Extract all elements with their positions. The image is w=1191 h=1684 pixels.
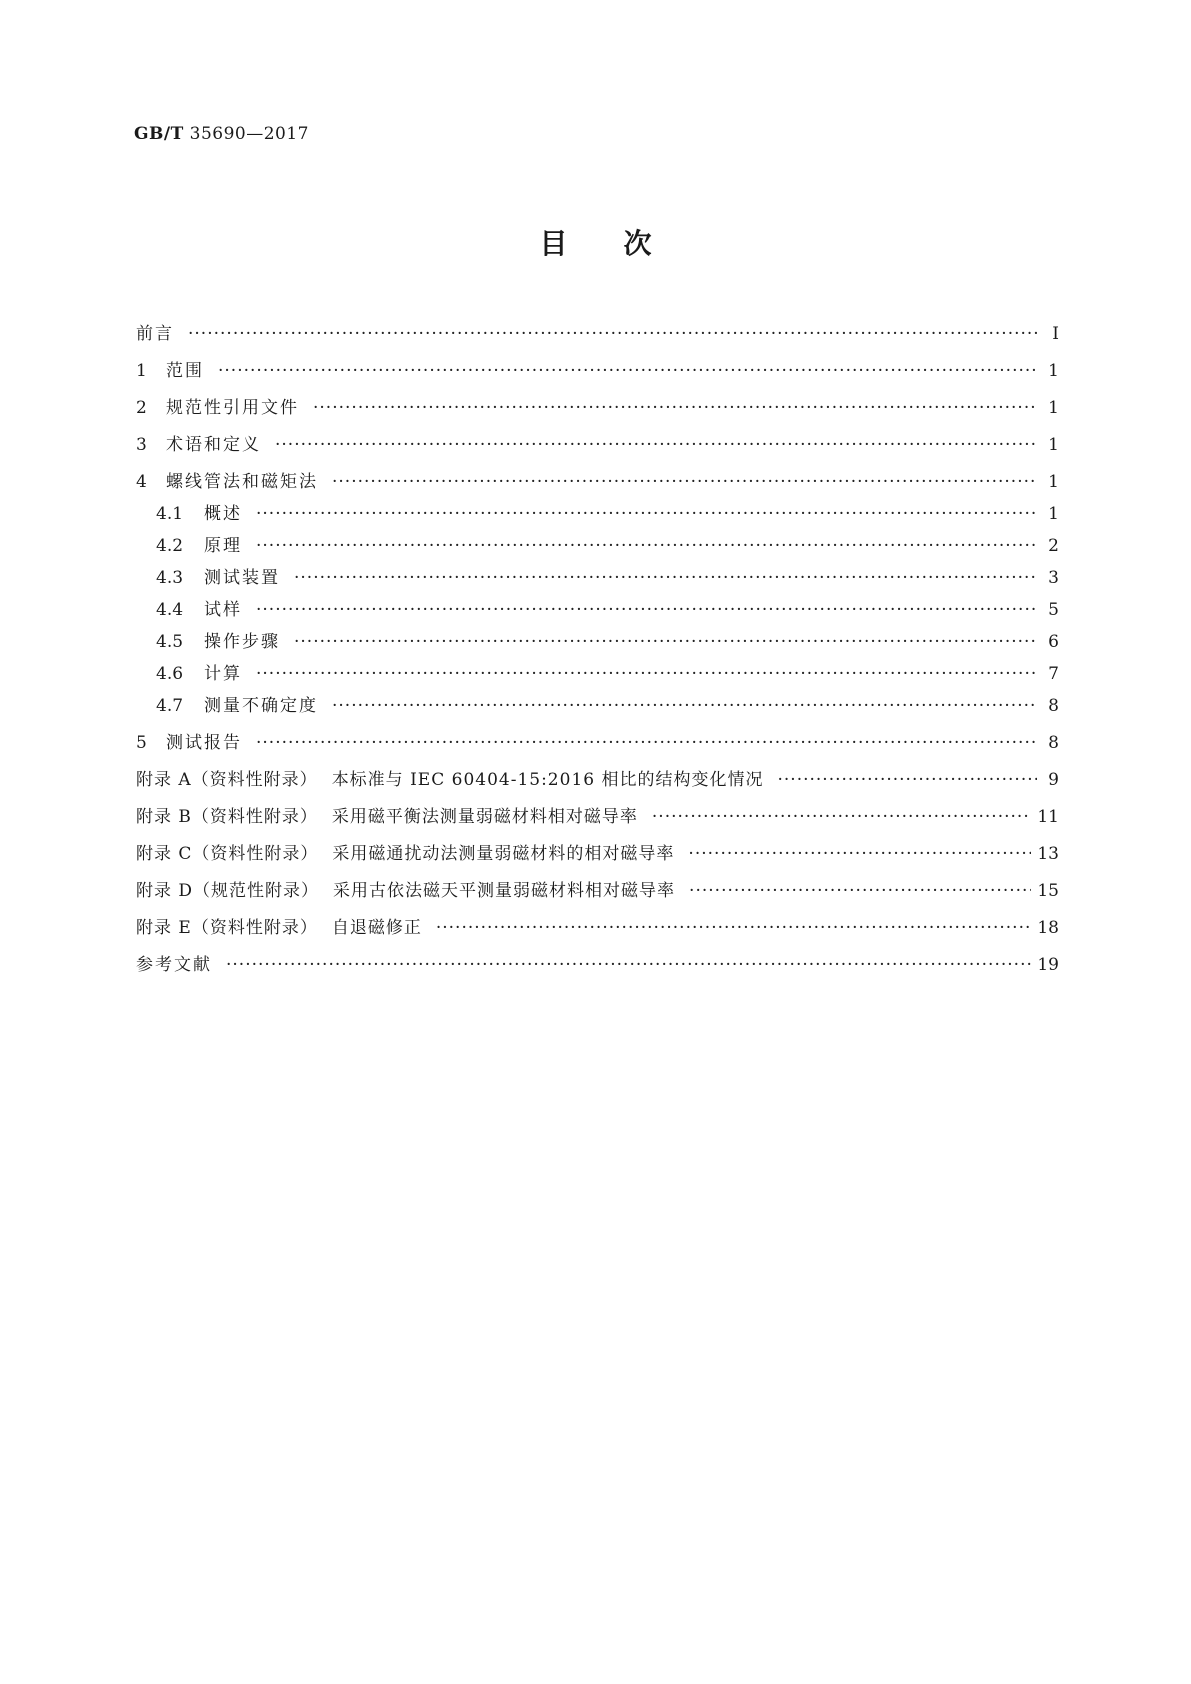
- toc-leader-dots: [313, 398, 1037, 418]
- toc-entry-bibliography[interactable]: [136, 955, 1059, 975]
- toc-leader-dots: [332, 472, 1037, 492]
- toc-leader-dots: [256, 536, 1037, 556]
- annex-heading: 附录 C（资料性附录）: [136, 844, 319, 864]
- toc-entry-number: 3: [136, 435, 147, 455]
- toc-entry-annex-c[interactable]: [136, 844, 1059, 864]
- toc-entry-page: Ⅰ: [1052, 324, 1059, 344]
- toc-entry-label: 测量不确定度: [204, 696, 318, 716]
- toc-entry-uncertainty[interactable]: [136, 696, 1059, 716]
- toc-entry-solenoid-method[interactable]: [136, 472, 1059, 492]
- toc-entry-page: 19: [1037, 955, 1059, 975]
- toc-entry-page: 1: [1048, 435, 1059, 455]
- toc-entry-label: [136, 844, 674, 864]
- toc-entry-label: 术语和定义: [166, 435, 261, 455]
- toc-entry-scope[interactable]: [136, 361, 1059, 381]
- toc-leader-dots: [256, 664, 1037, 684]
- toc-entry-label: 操作步骤: [204, 632, 280, 652]
- toc-entry-number: 4.5: [156, 632, 184, 652]
- toc-leader-dots: [256, 733, 1037, 753]
- annex-heading: 附录 E（资料性附录）: [136, 918, 318, 938]
- toc-entry-overview[interactable]: [136, 504, 1059, 524]
- toc-entry-label: [136, 770, 763, 790]
- toc-leader-dots: [275, 435, 1037, 455]
- toc-entry-number: 4.2: [156, 536, 184, 556]
- toc-entry-number: 4.3: [156, 568, 184, 588]
- annex-title: 采用古依法磁天平测量弱磁材料相对磁导率: [333, 881, 676, 901]
- toc-entry-label: 概述: [204, 504, 242, 524]
- toc-entry-label: 测试装置: [204, 568, 280, 588]
- toc-entry-number: 4.7: [156, 696, 184, 716]
- toc-entry-annex-a[interactable]: [136, 770, 1059, 790]
- toc-entry-annex-e[interactable]: [136, 918, 1059, 938]
- toc-entry-test-report[interactable]: [136, 733, 1059, 753]
- toc-leader-dots: [188, 324, 1037, 344]
- toc-entry-page: 8: [1048, 696, 1059, 716]
- annex-heading: 附录 A（资料性附录）: [136, 770, 318, 790]
- toc-entry-number: 4.6: [156, 664, 184, 684]
- toc-entry-foreword[interactable]: [136, 324, 1059, 344]
- toc-leader-dots: [256, 600, 1037, 620]
- toc-entry-normative-references[interactable]: [136, 398, 1059, 418]
- toc-entry-page: 1: [1048, 504, 1059, 524]
- toc-entry-principle[interactable]: [136, 536, 1059, 556]
- annex-heading: 附录 B（资料性附录）: [136, 807, 318, 827]
- toc-entry-label: 试样: [204, 600, 242, 620]
- toc-entry-page: 13: [1037, 844, 1059, 864]
- toc-entry-label: 测试报告: [166, 733, 242, 753]
- toc-entry-page: 1: [1048, 472, 1059, 492]
- toc-leader-dots: [294, 568, 1037, 588]
- toc-entry-calculation[interactable]: [136, 664, 1059, 684]
- annex-title: 本标准与 IEC 60404-15:2016 相比的结构变化情况: [331, 770, 764, 790]
- toc-entry-label: 参考文献: [136, 955, 212, 975]
- toc-entry-number: 4: [136, 472, 147, 492]
- toc-entry-number: 4.1: [156, 504, 184, 524]
- toc-entry-annex-d[interactable]: [136, 881, 1059, 901]
- toc-entry-label: 规范性引用文件: [166, 398, 299, 418]
- standard-header: [134, 124, 309, 144]
- toc-entry-page: 1: [1048, 361, 1059, 381]
- toc-entry-number: 2: [136, 398, 147, 418]
- toc-entry-page: 3: [1048, 568, 1059, 588]
- toc-entry-test-apparatus[interactable]: [136, 568, 1059, 588]
- standard-prefix: GB/T: [134, 124, 184, 144]
- toc-entry-label: [136, 807, 638, 827]
- toc-leader-dots: [218, 361, 1037, 381]
- toc-leader-dots: [294, 632, 1037, 652]
- table-of-contents: [136, 324, 1059, 975]
- toc-entry-page: 7: [1048, 664, 1059, 684]
- toc-entry-specimen[interactable]: [136, 600, 1059, 620]
- toc-entry-terms-definitions[interactable]: [136, 435, 1059, 455]
- toc-leader-dots: [689, 881, 1031, 901]
- toc-entry-number: 4.4: [156, 600, 184, 620]
- toc-entry-label: 范围: [166, 361, 204, 381]
- toc-entry-page: 6: [1048, 632, 1059, 652]
- toc-entry-procedure[interactable]: [136, 632, 1059, 652]
- toc-leader-dots: [226, 955, 1031, 975]
- toc-entry-page: 18: [1037, 918, 1059, 938]
- toc-leader-dots: [436, 918, 1032, 938]
- toc-entry-page: 8: [1048, 733, 1059, 753]
- toc-entry-label: 螺线管法和磁矩法: [166, 472, 318, 492]
- toc-entry-number: 1: [136, 361, 147, 381]
- toc-entry-label: [136, 881, 675, 901]
- toc-entry-page: 11: [1037, 807, 1059, 827]
- toc-entry-page: 1: [1048, 398, 1059, 418]
- toc-entry-annex-b[interactable]: [136, 807, 1059, 827]
- toc-entry-label: 计算: [204, 664, 242, 684]
- toc-leader-dots: [688, 844, 1031, 864]
- toc-leader-dots: [332, 696, 1037, 716]
- toc-leader-dots: [652, 807, 1031, 827]
- annex-heading: 附录 D（规范性附录）: [136, 881, 320, 901]
- toc-entry-page: 2: [1048, 536, 1059, 556]
- toc-entry-page: 9: [1048, 770, 1059, 790]
- annex-title: 采用磁平衡法测量弱磁材料相对磁导率: [331, 807, 638, 827]
- toc-entry-number: 5: [136, 733, 147, 753]
- toc-entry-label: [136, 918, 422, 938]
- toc-leader-dots: [256, 504, 1037, 524]
- toc-entry-page: 5: [1048, 600, 1059, 620]
- toc-title: 目次: [539, 227, 708, 260]
- toc-leader-dots: [777, 770, 1037, 790]
- toc-entry-page: 15: [1037, 881, 1059, 901]
- annex-title: 采用磁通扰动法测量弱磁材料的相对磁导率: [332, 844, 675, 864]
- standard-number: 35690—2017: [189, 124, 309, 144]
- annex-title: 自退磁修正: [331, 918, 422, 938]
- toc-entry-label: 前言: [136, 324, 174, 344]
- toc-entry-label: 原理: [204, 536, 242, 556]
